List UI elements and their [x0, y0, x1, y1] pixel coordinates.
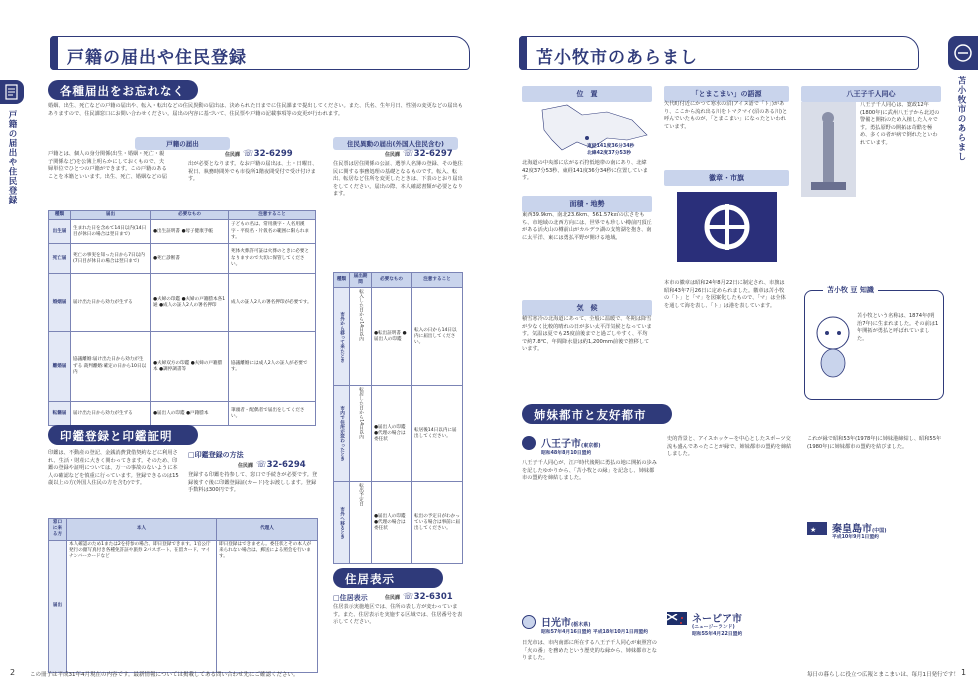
inkan-method-title: □印鑑登録の方法 [188, 451, 244, 459]
koseki-table [48, 210, 316, 426]
koseki-body-b: 出が必要となります。なお戸籍の届出は、土・日曜日、祝日、執務時間外でも市役所1階夜間受付で受け付けます。 [188, 161, 318, 183]
emblem-body: 本市の徽章は昭和24年8月22日に制定され、市旗は昭和43年7月26日に定められました。徽章は苫小牧の「ト」と「マ」を図案化したもので、「マ」は全体を通して海を表し、「ト」は港を表しています。 [664, 280, 786, 309]
koseki-tab: 戸籍の届出 [135, 137, 230, 150]
origin-tab: 「とまこまい」の語源 [664, 86, 789, 102]
left-footer: この冊子は平成31年4月現在の内容です。最新情報については掲載してある問い合わせ先にご確認ください。 [30, 672, 299, 678]
koseki-col-need: 必要なもの [151, 211, 229, 220]
inkan-table: 窓口に来る方 本人 代理人 届出 本人確認のため1または2を持参の場合、即日登録できます。1官公庁発行の顔写真付き各種免許証や旅券 2パスポート、在留カード、マイナンバーカードなど 即日登録はできません。委任状とその本人が来られない場合は、郵送による照会を行います。 [48, 518, 318, 673]
jukyo-body: 住居表示実施地区では、住所の表し方が変わっています。また、住居表示を実施する区域では、住居番号を表示してください。 [333, 604, 463, 626]
section-heading-sister: 姉妹都市と友好都市 [522, 404, 672, 424]
emblem-tab: 徽章・市旗 [664, 170, 789, 186]
city-emblem-icon [677, 192, 777, 262]
napier-date: 昭和55年4月22日盟約 [692, 632, 743, 637]
left-page-title: 戸籍の届出や住民登録 [50, 36, 470, 70]
sister-body-2: 日光市は、市内南部に所在する八王子千人同心が東照宮の「火の番」を務めたという歴史的な縁から、姉妹都市となりました。 [522, 640, 657, 662]
city-nikko: 日光市(栃木県) [541, 618, 591, 629]
napier-region: (ニュージーランド) [692, 625, 735, 630]
city-napier: ネーピア市 [692, 614, 742, 625]
area-body: 東西39.9km、南北23.6km、561.57k㎡の広さをもち、市地域の北西方向には、世界でも珍しい樽前円頂丘がある活火山の樽前山がカルデラ湖の支笏湖を抱き、南に太平洋、東には勇払平野が開ける地域。 [522, 212, 652, 241]
jumin-tab: 住民異動の届出(外国人住民含む) [333, 137, 458, 150]
city-qinhuangdao: 秦皇島市(中国) [832, 524, 887, 535]
jukyo-phone: 住民課 ☏32-6301 [385, 592, 453, 602]
mame-title: 苫小牧 豆 知識 [823, 285, 878, 295]
location-tab: 位 置 [522, 86, 652, 102]
mame-box [804, 286, 944, 400]
inkan-body: 印鑑は、不動産の登記、金銭消費貸借契約などに利用され、生活・財産に大きく関わってきます。そのため、印鑑の登録や証明については、万一の事故のないように本人の確認などを慎重に行っています。登録できるのは15歳以上の方(外国人住民の方を含む)です。 [48, 450, 179, 487]
origin-body: 矢代町付近にかつて寒水の沼(アイヌ語で「ト」)があり、ここから流れ出る川をトマクマイ(沼のある川)と呼んでいたものが、「とまこまい」になったといわれています。 [664, 101, 788, 130]
phone-icon: ☏ [403, 592, 414, 602]
inkan-side: 窓口に来る方 [49, 519, 67, 541]
city-flag [677, 192, 777, 262]
koseki-col-type: 種類 [49, 211, 71, 220]
table-row: 市外へ移るとき 転出予定日 ●届出人の印鑑 ●代理の場合は委任状 転出の予定日がわかっている場合は事前に届出してください。 [334, 482, 463, 564]
nikko-emblem-icon [522, 615, 536, 629]
city-hachioji: 八王子市(東京都) [541, 439, 601, 450]
inkan-method-body: 登録する印鑑を持参して、窓口で手続きが必要です。登録後すぐ後に印鑑登録証(カード)をお渡しします。登録手数料は300円です。 [188, 472, 318, 494]
inkan-phone: 住民課 ☏32-6294 [238, 460, 306, 470]
right-page-title: 苫小牧市のあらまし [519, 36, 919, 70]
koseki-col-note: 注意すること [229, 211, 316, 220]
right-side-label: 苫小牧市のあらまし [956, 76, 966, 162]
nz-flag-icon [667, 612, 687, 625]
nikko-date: 昭和57年4月16日盟約 平成18年10月1日再盟約 [541, 630, 649, 635]
coord-1: 東経141度36分34秒 [587, 144, 635, 149]
jumin-phone: 住民課 ☏32-6297 [385, 149, 453, 159]
location-body: 北海道の中央部に広がる石狩低地帯の南にあり、北緯42度37分53秒、東経141度36分34秒に位置しています。 [522, 160, 648, 182]
table-row: 婚姻届 届け出た日から効力が生ずる ●夫婦の印鑑 ●夫婦の戸籍謄本各1通 ●成人の証人2人の署名押印 成人の証人2人の署名押印が必要です。 [49, 274, 316, 332]
table-row: 市内で住所が変わったとき 転居した日から14日以内 ●届出人の印鑑 ●代理の場合は委任状 転居後14日以内に届出してください。 [334, 386, 463, 482]
table-row: 離婚届 協議離婚:届け出た日から効力が生ずる 裁判離婚:確定の日から10日以内 ●夫婦双方の印鑑 ●夫婦の戸籍謄本 ●調停調書等 協議離婚には成人2人の証人が必要です。 [49, 332, 316, 402]
sister-body-1: 八王子千人同心が、江戸時代後期に勇払の地に開拓の歩みを記したゆかりから、「苫小牧との縁」を記念し、姉妹都市の盟約を締結しました。 [522, 460, 657, 482]
mascot-icon [811, 311, 856, 381]
sister-body-4: これが縁で昭和53年(1978年)に姉妹港締結し、昭和55年(1980年)に姉妹都市の盟約を結びました。 [807, 436, 942, 450]
section-heading-inkan: 印鑑登録と印鑑証明 [48, 425, 198, 445]
table-row: 転籍届 届け出た日から効力が生ずる ●届出人の印鑑 ●戸籍謄本 筆頭者・配偶者で届出をしてください。 [49, 402, 316, 426]
phone-icon: ☏ [403, 149, 414, 159]
koseki-phone: 住民課 ☏32-6299 [225, 149, 293, 159]
doshin-body: 八王子千人同心は、寛政12年(1800年)に武州八王子から北辺の警備と開拓のため入植した人々です。勇払原野の開拓は苛酷を極め、多くの者が病で倒れたといわれています。 [860, 102, 940, 146]
left-side-label: 戸籍の届出や住民登録 [7, 110, 17, 205]
section-heading-todoke: 各種届出をお忘れなく [48, 80, 198, 100]
climate-tab: 気 候 [522, 300, 652, 316]
todoke-intro: 婚姻、出生、死亡などの戸籍の届出や、転入・転出などの住民異動の届出は、決められた日までに住民課まで提出してください。また、氏名、生年月日、性別の変更などの届出もありますので、住民課窓口にお問い合わせください。届出の内容に基づいて、住民票や戸籍の記載事項等の変更が行われます。 [48, 103, 463, 117]
table-row: 届出 本人確認のため1または2を持参の場合、即日登録できます。1官公庁発行の顔写真付き各種免許証や旅券 2パスポート、在留カード、マイナンバーカードなど 即日登録はできません。委任状とその本人が来られない場合は、郵送による照会を行います。 [49, 540, 318, 672]
sister-body-3: 史的背景と、アイスホッケーを中心としたスポーツ交流も盛んであったことが縁で、姉妹都市の盟約を締結しました。 [667, 436, 792, 458]
area-tab: 面積・地勢 [522, 196, 652, 212]
notebook-icon [0, 80, 24, 104]
idou-table: 種類 届出期間 必要なもの 注意すること 市外から移って来たとき 転入した日から14日以内 ●転出証明書 ●届出人の印鑑 転入の日から14日以内に届出してください。 市内で住所が変わったとき 転居した日から14日以内 ●届出人の印鑑 ●代理の場合は委任状 転居後14日以内に届出してください。 市外へ移るとき 転出予定日 ●届出人の印鑑 ●代理の場合は委任状 転出の予定日がわかっている場合は事前に届出してください。 [333, 272, 463, 564]
right-page [489, 0, 978, 691]
right-footer: 毎日の暮らしに役立つ広報とまこまいは、毎月1日発行です！ [806, 672, 959, 678]
coord-2: 北緯42度37分53秒 [587, 151, 632, 156]
qinhuangdao-date: 平成10年9月1日盟約 [832, 535, 879, 540]
right-side-tab [948, 36, 978, 70]
koseki-body-a: 戸籍とは、個人の身分関係(出生・婚姻・死亡・親子関係など)を公簿上明らかにしておくもので、夫婦単位でひとつの戸籍ができます。この戸籍のあることを本籍といいます。出生、死亡、婚姻などの届 [48, 151, 167, 180]
china-flag-icon [807, 522, 827, 535]
table-row: 死亡届 死亡の事実を知った日から7日以内(7日目が休日の場合は翌日まで) ●死亡診断書 死体火葬許可証は火葬のときに必要となりますので大切に保管してください。 [49, 244, 316, 274]
phone-icon: ☏ [256, 460, 267, 470]
doshin-tab: 八王子千人同心 [801, 86, 941, 102]
jumin-body: 住民票は居住関係の公証、選挙人名簿の登録、その他住民に関する事務処理の基礎となるものです。転入、転出、転居など住所を変更したときは、下表のとおり届出をしてください。届出の際、本人確認書類が必要となります。 [333, 161, 463, 198]
hachioji-date: 昭和48年8月10日盟約 [541, 451, 592, 456]
jukyo-title: □住居表示 [333, 594, 368, 602]
table-row: 出生届 生まれた日を含めて14日以内(14日目が休日の場合は翌日まで) ●出生証明書 ●母子健康手帳 子どもの名は、常用漢字・人名用漢字・平仮名・片仮名の範囲に限られます。 [49, 220, 316, 244]
minus-circle-icon [948, 36, 978, 70]
hachioji-emblem-icon [522, 436, 536, 450]
phone-icon: ☏ [243, 149, 254, 159]
table-row: 市外から移って来たとき 転入した日から14日以内 ●転出証明書 ●届出人の印鑑 転入の日から14日以内に届出してください。 [334, 288, 463, 386]
right-page-number: 1 [961, 668, 967, 677]
svg-text:★: ★ [810, 526, 817, 534]
climate-body: 積雪寒冷の北海道にあって、全般に温暖で、冬期は降雪が少なく比較的晴れの日が多い太平洋気候となっています。気温は夏でも25度前後までと過ごしやすく、平均で約7.8℃、年間降水量は約1,200mm前後で推移しています。 [522, 316, 652, 353]
koseki-col-when: 届出 [71, 211, 151, 220]
left-side-tab [0, 80, 24, 220]
doshin-photo [801, 102, 856, 197]
section-heading-jukyo: 住居表示 [333, 568, 443, 588]
left-page-number: 2 [10, 668, 16, 677]
mame-body: 苫小牧という名称は、1874年(明治7年)に生まれました。その前は1年開拓が勇払と呼ばれていました。 [857, 313, 939, 342]
